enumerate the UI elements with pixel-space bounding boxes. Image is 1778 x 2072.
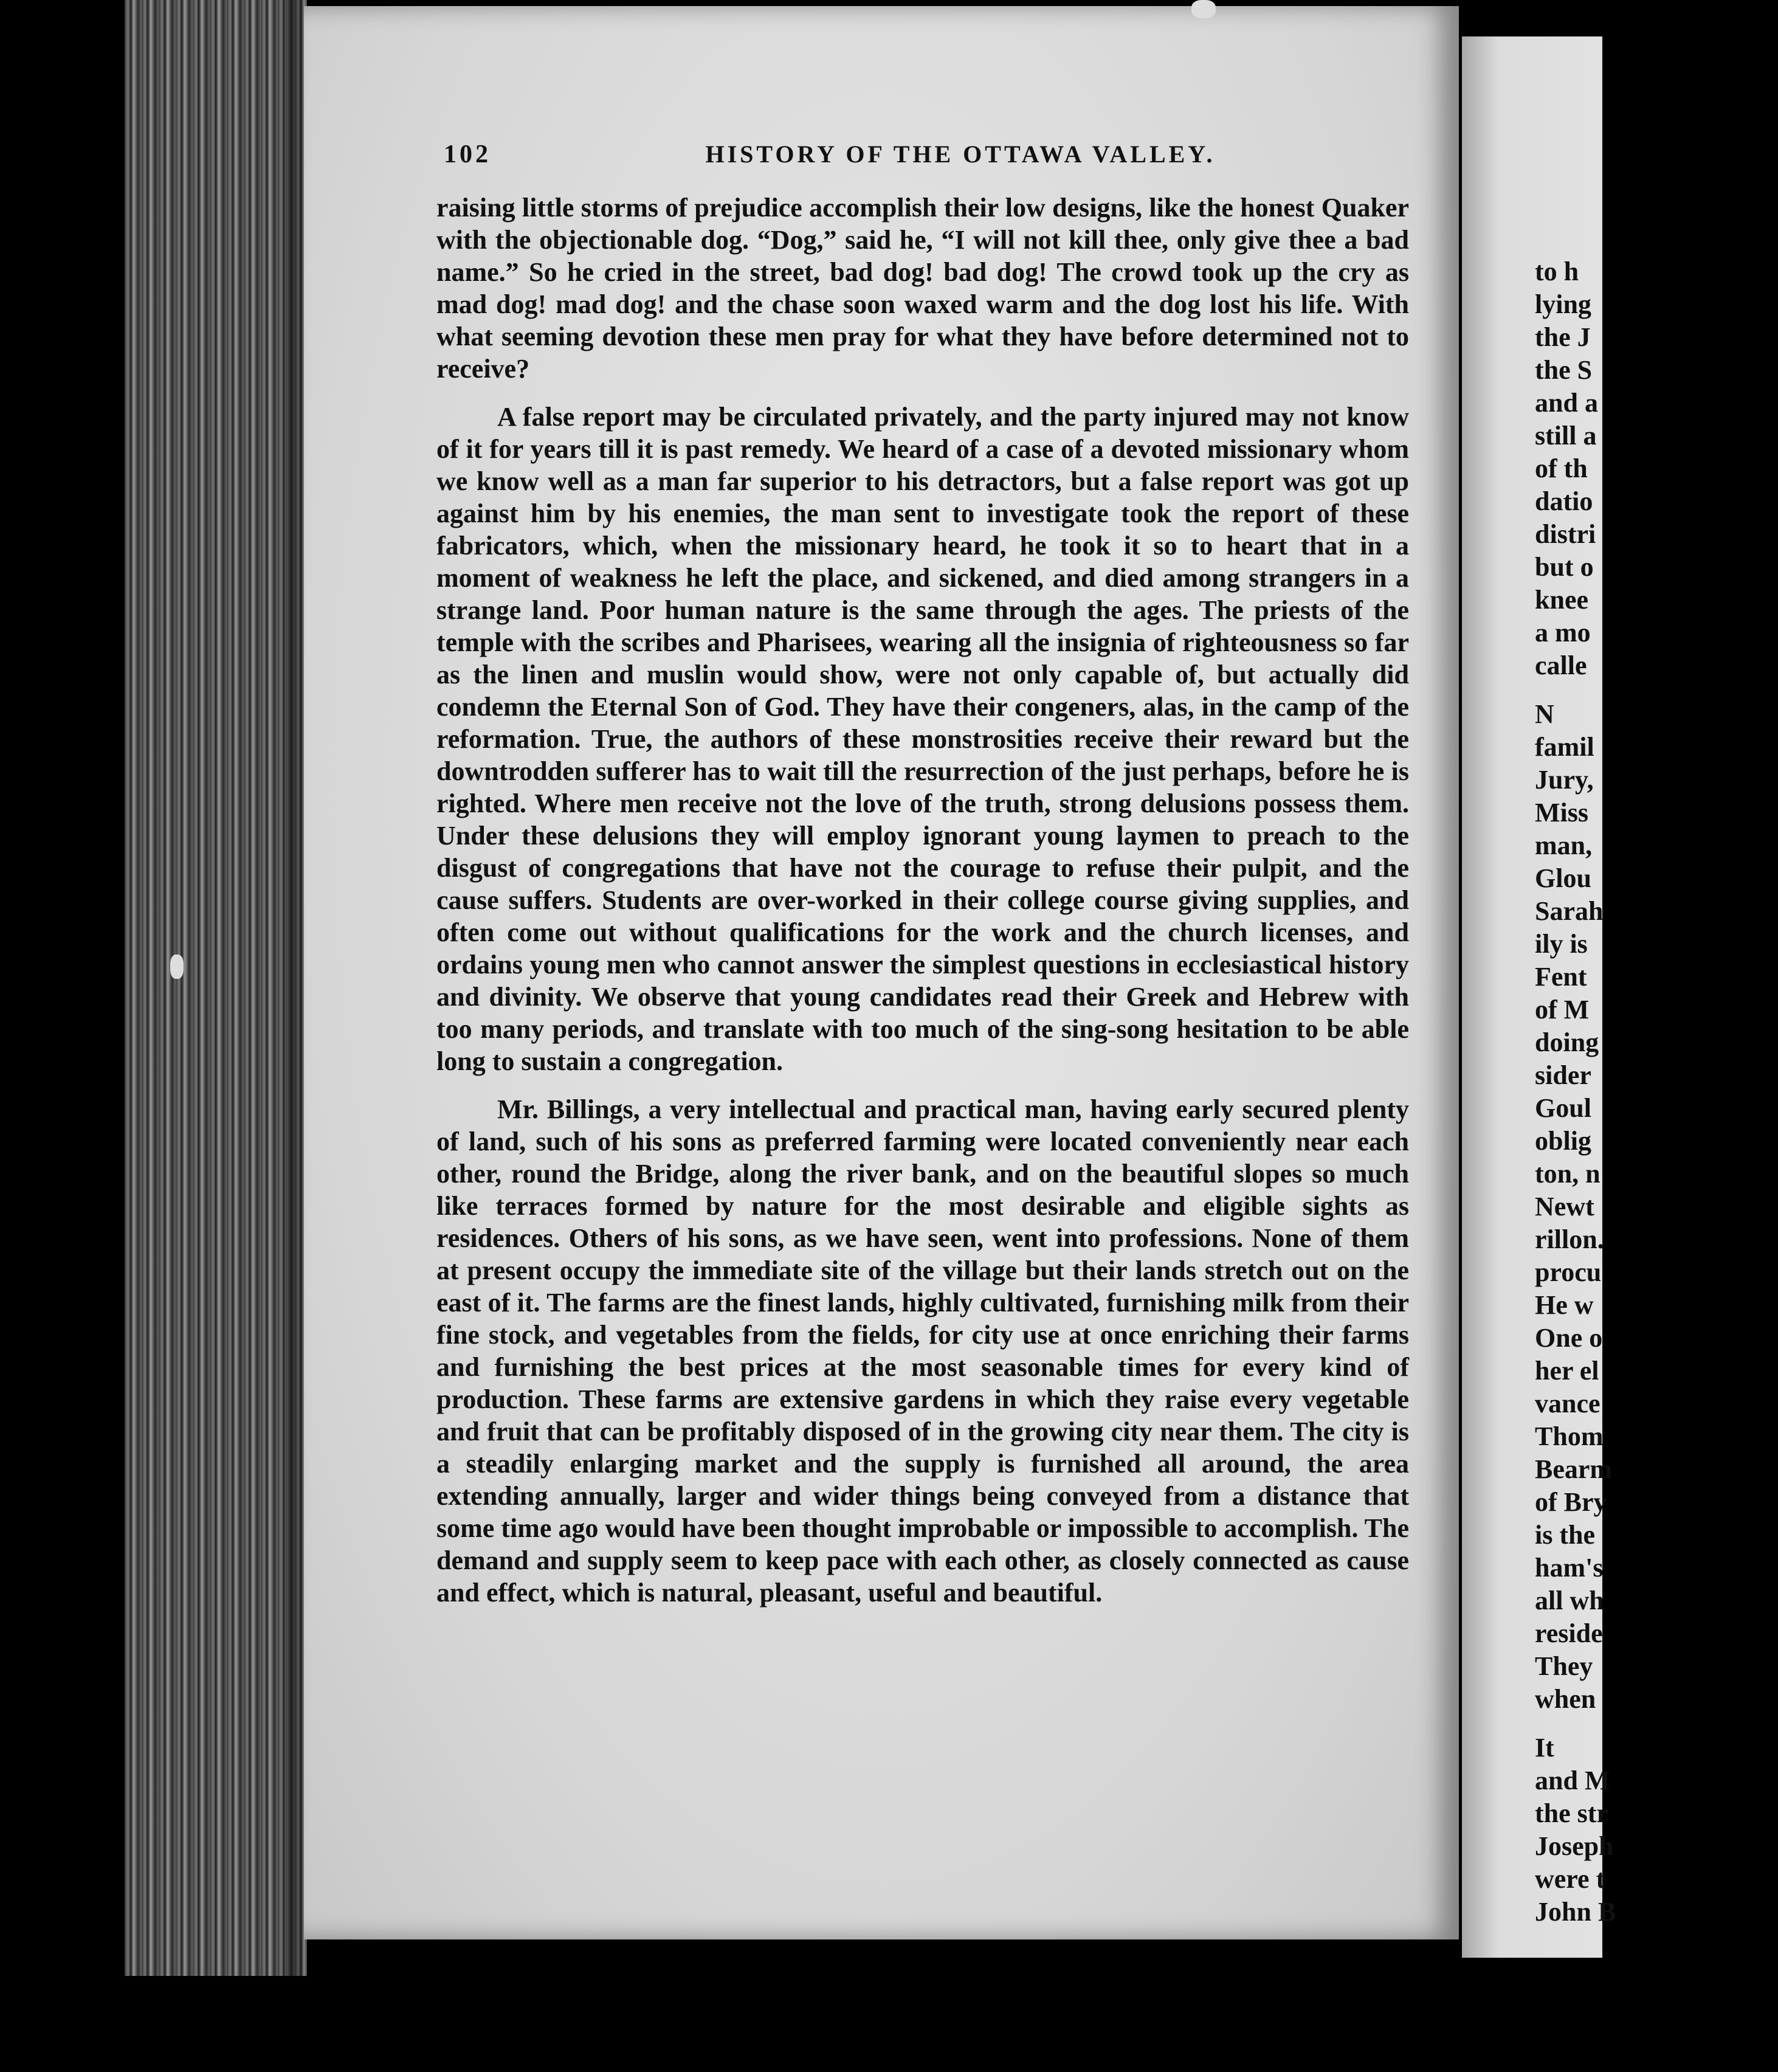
facing-page-line: procu [1535, 1257, 1602, 1287]
facing-page-line: the J [1535, 322, 1591, 352]
facing-page-line: is the [1535, 1520, 1595, 1550]
facing-page-line: were t [1535, 1864, 1605, 1894]
facing-page-lines [1535, 255, 1778, 1929]
book-page-edges [125, 0, 307, 1976]
facing-page-line: reside [1535, 1618, 1603, 1648]
facing-page-line: Thom [1535, 1421, 1604, 1451]
facing-page-line: They [1535, 1651, 1593, 1681]
facing-page-line: N [1535, 699, 1554, 729]
facing-page-line: Sarah [1535, 896, 1604, 926]
facing-page-line: Joseph [1535, 1831, 1614, 1861]
facing-page-line [1535, 682, 1778, 698]
facing-page-line: of M [1535, 995, 1590, 1024]
facing-page-line: ham's [1535, 1553, 1604, 1583]
facing-page-line: doing [1535, 1027, 1599, 1057]
book-page [304, 6, 1459, 1939]
facing-page-line: to h [1535, 257, 1579, 286]
facing-page-line: ton, n [1535, 1159, 1601, 1189]
facing-page-line: One o [1535, 1323, 1603, 1353]
facing-page-line: Fent [1535, 962, 1587, 992]
facing-page-line: calle [1535, 651, 1587, 680]
facing-page-line: Miss [1535, 798, 1588, 827]
facing-page-line: oblig [1535, 1126, 1591, 1156]
facing-page-line: Jury, [1535, 765, 1594, 795]
paragraph-continuation: raising little storms of prejudice accomplish their low designs, like the honest Quaker with the objectionable dog. “Dog,” said he, “I will not kill thee, only give thee a bad name.” So he cried in the street, bad dog! bad dog! The crowd took up the cry as mad dog! mad dog! and the chase soon waxed warm and the dog lost his life. With what seeming devotion these men pray for what they have before determined not to receive? [436, 193, 1409, 384]
facing-page-line: of th [1535, 454, 1588, 483]
page-body [436, 192, 1409, 1625]
facing-page-line: knee [1535, 585, 1588, 615]
facing-page-fragment [1462, 36, 1616, 1958]
facing-page-line: sider [1535, 1060, 1591, 1090]
facing-page-line: a mo [1535, 618, 1591, 648]
page-blemish [170, 955, 184, 979]
facing-page-line: lying [1535, 289, 1591, 319]
facing-page-line: datio [1535, 486, 1593, 516]
facing-page-line: He w [1535, 1290, 1594, 1320]
paragraph-billings: Mr. Billings, a very intellectual and practical man, having early secured plenty of land, such of his sons as preferred farming were located conveniently near each other, round the Bridge, along the river bank, and on the beautiful slopes so much like terraces formed by nature for the most desirable and eligible sights as residences. Others of his sons, as we have seen, went into professions. None of them at present occupy the immediate site of the village but their lands stretch out on the east of it. The farms are the finest lands, highly cultivated, furnishing milk from their fine stock, and vegetables from the fields, for city use at once enriching their farms and furnishing the best prices at the most seasonable times for every kind of production. These farms are extensive gardens in which they raise every vegetable and fruit that can be profitably disposed of in the growing city near them. The city is a steadily enlarging market and the supply is furnished all around, the area extending annually, larger and wider things being conveyed from a distance that some time ago would have been thought improbable or impossible to accomplish. The demand and supply seem to keep pace with each other, as closely connected as cause and effect, which is natural, pleasant, useful and beautiful. [436, 1094, 1410, 1608]
facing-page-line: all wh [1535, 1586, 1604, 1615]
facing-page-line: It [1535, 1733, 1554, 1763]
page-number: 102 [444, 140, 491, 168]
facing-page-line: her el [1535, 1356, 1599, 1386]
facing-page-line: Goul [1535, 1093, 1591, 1123]
facing-page-line: man, [1535, 831, 1593, 860]
facing-page-line [1535, 1716, 1778, 1732]
facing-page-line: Bearm [1535, 1454, 1613, 1484]
running-title: HISTORY OF THE OTTAWA VALLEY. [705, 140, 1216, 168]
facing-page-line: of Bry [1535, 1487, 1607, 1517]
facing-page-line: famil [1535, 732, 1594, 762]
facing-page-line: the str [1535, 1798, 1608, 1828]
facing-page-line: when [1535, 1684, 1596, 1714]
facing-page-line: distri [1535, 519, 1596, 549]
facing-page-line: vance [1535, 1389, 1601, 1418]
facing-page-line: still a [1535, 421, 1597, 451]
facing-page-line: Glou [1535, 863, 1591, 893]
paragraph-false-report: A false report may be circulated privately, and the party injured may not know of it for years till it is past remedy. We heard of a case of a devoted missionary whom we know well as a man far superior to his detractors, but a false report was got up against him by his enemies, the man sent to investigate took the report of these fabricators, which, when the missionary heard, he took it so to heart that in a moment of weakness he left the place, and sickened, and died among strangers in a strange land. Poor human nature is the same through the ages. The priests of the temple with the scribes and Pharisees, wearing all the insignia of righteousness so far as the linen and muslin would show, were not only capable of, but actually did condemn the Eternal Son of God. They have their congeners, alas, in the camp of the reformation. True, the authors of these monstrosities receive their reward but the downtrodden sufferer has to wait till the resurrection of the just perhaps, before he is righted. Where men receive not the love of the truth, strong delusions possess them. Under these delusions they will employ ignorant young laymen to preach to the disgust of congregations that have not the courage to refuse their pulpit, and the cause suffers. Students are over-worked in their college course giving supplies, and often come out without qualifications for the work and the church licenses, and ordains young men who cannot answer the simplest questions in ecclesiastical history and divinity. We observe that young candidates read their Greek and Hebrew with too many periods, and translate with too much of the sing-song hesitation to be able long to sustain a congregation. [436, 402, 1409, 1076]
facing-page-line: the S [1535, 355, 1593, 385]
facing-page-line: Newt [1535, 1192, 1594, 1221]
facing-page-line: John B [1535, 1897, 1616, 1927]
facing-page-line: and a [1535, 388, 1598, 418]
facing-page-line: but o [1535, 552, 1594, 582]
facing-page-line: rillon. [1535, 1224, 1604, 1254]
page-blemish [1191, 0, 1216, 18]
facing-page-line: ily is [1535, 929, 1588, 959]
facing-page-line: and M [1535, 1766, 1610, 1795]
